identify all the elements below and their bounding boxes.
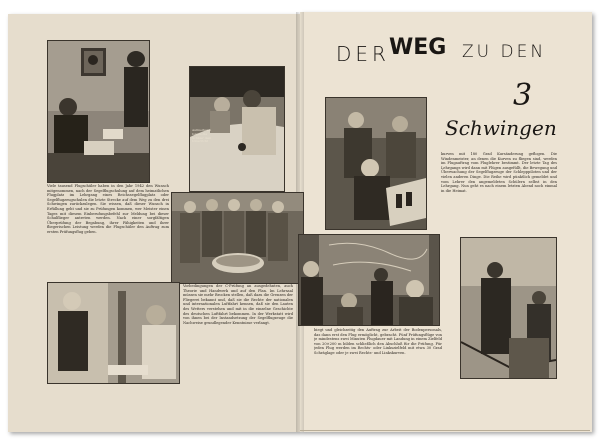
photo-students-seated: [47, 282, 180, 384]
headline-weg: WEG: [389, 35, 447, 60]
right-article-column-b: biegt und gleichzeitig den Auftrag zur Arbeit der Bodenpersonals, das dann erst den Flug ermöglicht, gebracht. Fünf Prüfungsflüge von je mindestens zwei Minuten Flugdauer mit Landung in einem Zielfeld von 20×200 m bilden schließlich den Abschluß für die Prüfung. Für jeden Flug werden im Rechts- oder Linkszielfeld mit etwa 30 Grad Schräglage oder je zwei Rechts- und Linkskurven.: [314, 328, 442, 355]
headline-schwingen: Schwingen: [445, 116, 557, 140]
headline-der: DER: [336, 42, 390, 66]
headline-number: 3: [513, 78, 533, 113]
photo-officers-desk: [47, 40, 150, 183]
right-article-column-a: kurven mit 180 Grad Kursänderung geflogen. Die Windenmeister, an denen die Kurven zu fliegen sind, werden im Flugauftrag vom Fluglehrer bestimmt. Der letzte Tag des Lehrgangs wird dann mit Flügen ausgefüllt, die Bewegung und Überwachung der Segelflugzeuge der Schlepppiloten und der vielen anderen Dinge. Die Reihe wird pünktlich gemeldet und vom Lehrer den angemeldeten Schülern selbst in den Lehrgang. Nun geht es nach einem letzten Abend noch einmal in die Heimat.: [441, 152, 557, 193]
left-article-column-a: Viele tausend Flugschüler haben in den Jahr 1942 den Wunsch mitgenommen, nach der Segelflugschulung auf dem heimatlichen Flugplatz im Lehrgang eines Reichssegelflugplatz oder Segelflugzeugschulen die letzte Strecke auf dem Weg zu den drei Schwingen zurückzulegen. Sie wissen, daß dieser Wunsch in Erfüllung geht und sie zu Prüfungen kommen, wer Meister einen Tages mit diesem Einberufungsbefehl zur Meldung bei dieser Schulflieger antreten werden. Nach einer sorgfältigen Überprüfung der Begabung, ihrer Fähigkeiten und ihrer fliegerischen Leistung werden die Flugschüler den Auftrag zum ersten Prüfungsflug geben.: [47, 184, 169, 234]
left-article-column-b: Vorbedingungen der C-Prüfung an ausgedehnten, auch Theorie und Handwerk und auf den Plan. Im Lehrsaal müssen sie mehr Brocken stellen, daß dazu die Grenzen der Fliegerei bekannt und, daß sie die Rechte der nationalen und internationalen Luftfahrt kennen, daß sie den Lauten des Wetters verstehen und mit in die einzelne Geschichte des deutschen Luftfahrt bekommen. In der Werkstatt wird von ihnen bei der Instandsetzung der Segelflugzeuge die Nachweise grundlegender Kenntnisse verlangt.: [183, 284, 293, 325]
photo-soldiers-glider: [460, 237, 557, 379]
photo-caption: Aufmerksam folgen die Schüler dem Unterricht: [192, 128, 212, 144]
photo-cockpit-instruction: [189, 66, 285, 192]
photo-glider-repair: [325, 97, 427, 230]
page-bottom-edge: [300, 430, 590, 431]
photo-group-of-students: [171, 192, 304, 284]
headline-zu-den: ZU DEN: [462, 42, 547, 62]
photo-classroom-map: [298, 234, 440, 326]
